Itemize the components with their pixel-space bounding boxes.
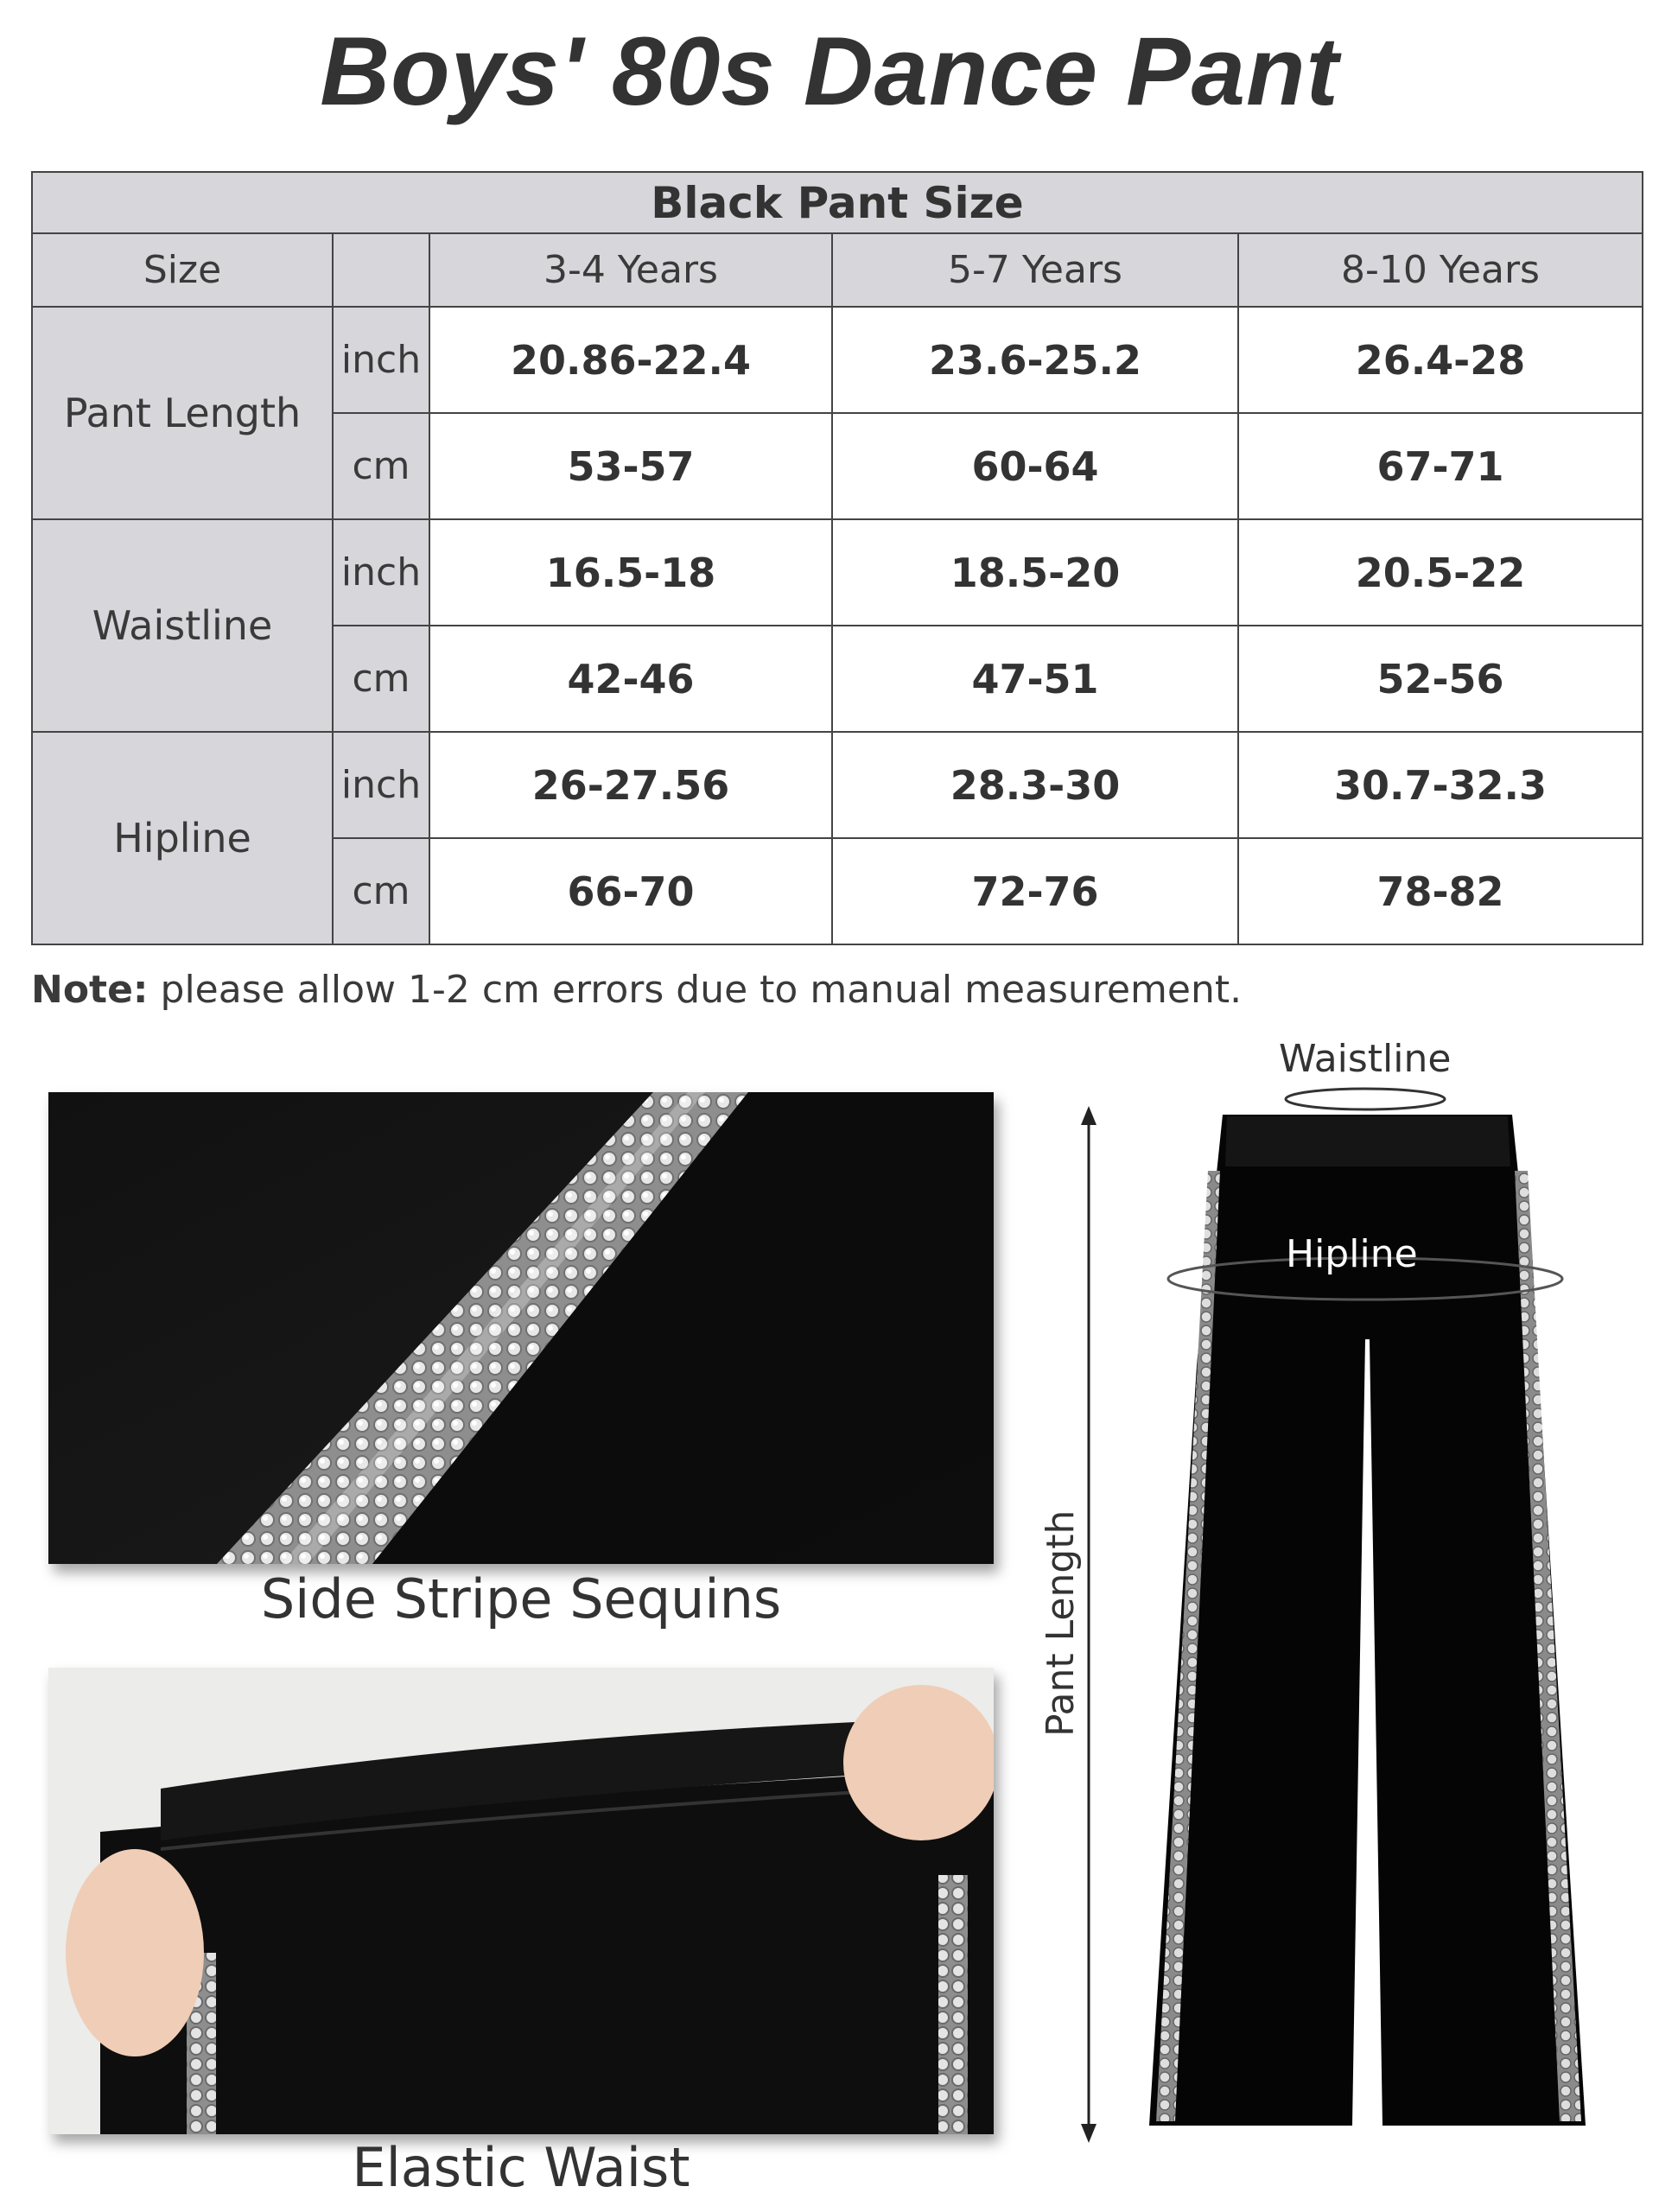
value-cell: 26.4-28	[1238, 307, 1643, 413]
hipline-label: Hipline	[1286, 1232, 1418, 1276]
sequin-closeup-photo	[48, 1092, 994, 1564]
value-cell: 28.3-30	[832, 732, 1238, 838]
unit-cell: inch	[333, 519, 429, 626]
value-cell: 30.7-32.3	[1238, 732, 1643, 838]
unit-cell: cm	[333, 838, 429, 944]
unit-cell: cm	[333, 626, 429, 732]
value-cell: 42-46	[429, 626, 832, 732]
size-col-3-4: 3-4 Years	[429, 233, 832, 307]
value-cell: 23.6-25.2	[832, 307, 1238, 413]
value-cell: 67-71	[1238, 413, 1643, 519]
value-cell: 53-57	[429, 413, 832, 519]
chart-caption: Black Pant Size	[32, 172, 1643, 233]
note-text: please allow 1-2 cm errors due to manual measurement.	[148, 968, 1243, 1012]
note-label: Note:	[31, 968, 149, 1012]
value-cell: 60-64	[832, 413, 1238, 519]
elastic-waist-photo	[48, 1668, 994, 2134]
row-label-waistline: Waistline	[32, 519, 333, 732]
waistline-label: Waistline	[1279, 1037, 1452, 1081]
unit-cell: inch	[333, 732, 429, 838]
row-label-pant-length: Pant Length	[32, 307, 333, 519]
size-header: Size	[32, 233, 333, 307]
row-label-hipline: Hipline	[32, 732, 333, 944]
value-cell: 52-56	[1238, 626, 1643, 732]
value-cell: 20.5-22	[1238, 519, 1643, 626]
value-cell: 66-70	[429, 838, 832, 944]
value-cell: 47-51	[832, 626, 1238, 732]
value-cell: 18.5-20	[832, 519, 1238, 626]
pant-length-label: Pant Length	[1039, 1510, 1083, 1737]
size-col-5-7: 5-7 Years	[832, 233, 1238, 307]
unit-cell: inch	[333, 307, 429, 413]
size-chart-table	[31, 171, 1643, 945]
value-cell: 16.5-18	[429, 519, 832, 626]
measurement-note	[31, 968, 1242, 1012]
unit-header	[333, 233, 429, 307]
pants-measurement-diagram	[1020, 1020, 1624, 2203]
value-cell: 26-27.56	[429, 732, 832, 838]
size-col-8-10: 8-10 Years	[1238, 233, 1643, 307]
feature-caption-sequins: Side Stripe Sequins	[260, 1567, 782, 1630]
value-cell: 20.86-22.4	[429, 307, 832, 413]
value-cell: 78-82	[1238, 838, 1643, 944]
page-title: Boys' 80s Dance Pant	[320, 17, 1339, 125]
value-cell: 72-76	[832, 838, 1238, 944]
unit-cell: cm	[333, 413, 429, 519]
feature-caption-elastic: Elastic Waist	[352, 2136, 690, 2199]
